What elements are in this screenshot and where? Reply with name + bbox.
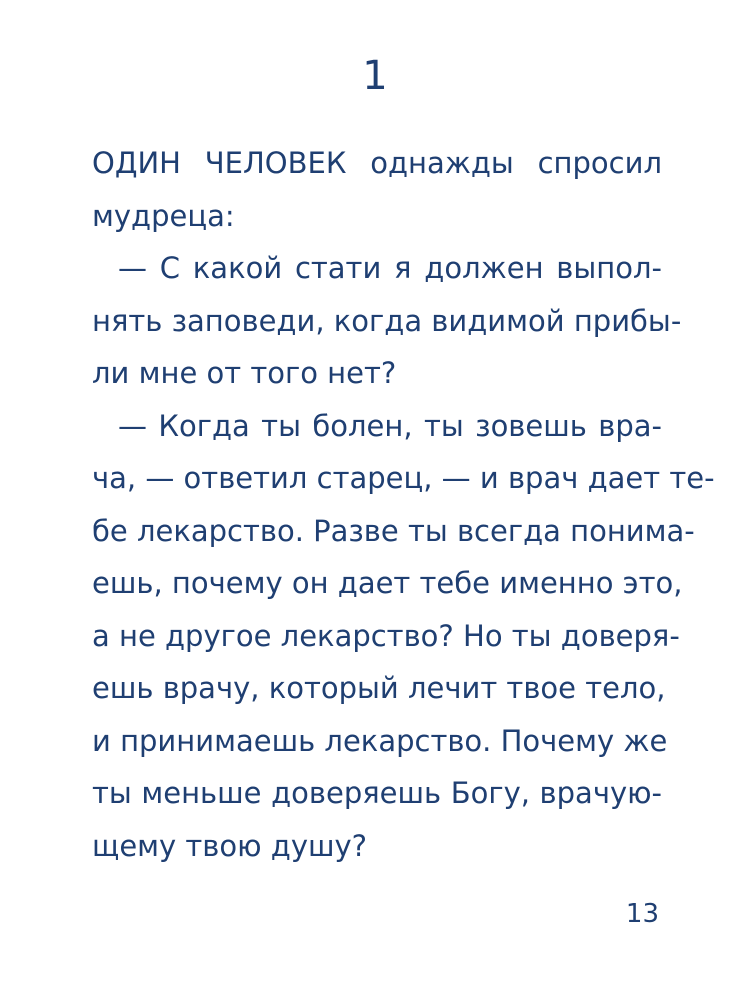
text-line: — Когда ты болен, ты зовешь вра- <box>118 408 662 443</box>
text-line: ли мне от того нет? <box>92 356 397 390</box>
text-line: ешь врачу, который лечит твое тело, <box>92 671 666 705</box>
page-number: 13 <box>625 899 659 929</box>
text-line: ты меньше доверяешь Богу, врачую- <box>92 776 662 810</box>
story-text <box>92 137 715 872</box>
text-line: ешь, почему он дает тебе именно это, <box>92 566 683 600</box>
chapter-number: 1 <box>362 53 388 99</box>
text-line: и принимаешь лекарство. Почему же <box>92 723 668 758</box>
text-line: ча, — ответил старец, — и врач дает те- <box>92 461 715 495</box>
text-line: нять заповеди, когда видимой прибы- <box>92 303 682 338</box>
text-line: мудреца: <box>92 198 235 233</box>
text-line: бе лекарство. Разве ты всегда понима- <box>92 513 695 548</box>
text-line: щему твою душу? <box>92 828 368 863</box>
text-line: ОДИН ЧЕЛОВЕК однажды спросил <box>92 146 662 180</box>
text-line: — С какой стати я должен выпол- <box>118 251 662 285</box>
text-line: а не другое лекарство? Но ты доверя- <box>92 618 680 653</box>
